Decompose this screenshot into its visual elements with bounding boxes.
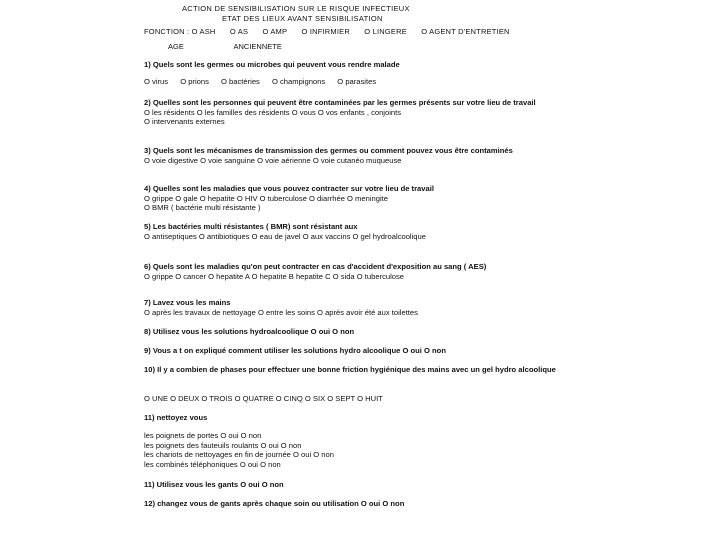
question-12 bbox=[144, 499, 594, 509]
question-11 bbox=[144, 413, 594, 423]
answer-option[interactable]: O parasites bbox=[337, 76, 377, 86]
fonction-option[interactable]: O AS bbox=[229, 27, 249, 36]
answer-option[interactable]: O champignons bbox=[271, 76, 326, 86]
question-6 bbox=[144, 262, 594, 281]
question-text: 3) Quels sont les mécanismes de transmission des germes ou comment pouvez vous être contaminés bbox=[144, 146, 513, 155]
age-label: AGE bbox=[168, 42, 184, 51]
answer-option[interactable]: les poignets des fauteuils roulants O oui O non bbox=[144, 440, 302, 450]
anciennete-label: ANCIENNETE bbox=[233, 42, 282, 51]
header-subtitle: ETAT DES LIEUX AVANT SENSIBILISATION bbox=[222, 14, 383, 23]
answer-options bbox=[144, 77, 594, 87]
answer-option[interactable]: O grippe O gale O hepatite O HIV O tuberculose O diarrhée O meningite bbox=[144, 193, 388, 203]
question-7 bbox=[144, 298, 594, 317]
question-text[interactable]: 9) Vous a t on expliqué comment utiliser les solutions hydro alcoolique O oui O non bbox=[144, 346, 446, 355]
question-text: 2) Quelles sont les personnes qui peuvent être contaminées par les germes présents sur votre lieu de travail bbox=[144, 98, 536, 107]
answer-option[interactable]: O BMR ( bactérie multi résistante ) bbox=[144, 203, 261, 212]
question-4 bbox=[144, 184, 594, 213]
fonction-option[interactable]: O INFIRMIER bbox=[301, 27, 350, 36]
answer-option[interactable]: les combinés téléphoniques O oui O non bbox=[144, 459, 281, 469]
fonction-option[interactable]: O AMP bbox=[262, 27, 288, 36]
answer-option[interactable]: O virus bbox=[144, 76, 169, 86]
answer-option[interactable]: O intervenants externes bbox=[144, 117, 225, 126]
question-9 bbox=[144, 346, 594, 356]
fonction-option[interactable]: O AGENT D'ENTRETIEN bbox=[421, 27, 510, 36]
question-text[interactable]: 12) changez vous de gants après chaque soin ou utilisation O oui O non bbox=[144, 499, 405, 508]
fonction-options bbox=[144, 27, 522, 36]
question-text: 11) nettoyez vous bbox=[144, 413, 208, 422]
answer-option[interactable]: O grippe O cancer O hepatite A O hepatite B hepatite C O sida O tuberculose bbox=[144, 271, 405, 281]
question-10-options bbox=[144, 394, 594, 404]
question-8 bbox=[144, 327, 594, 337]
header-title: ACTION DE SENSIBILISATION SUR LE RISQUE INFECTIEUX bbox=[182, 4, 410, 13]
answer-option[interactable]: O prions bbox=[180, 76, 209, 86]
fonction-option[interactable]: FONCTION : O ASH bbox=[144, 27, 216, 36]
document-header bbox=[182, 4, 410, 24]
answer-option[interactable]: O voie digestive O voie sanguine O voie aérienne O voie cutanéo muqueuse bbox=[144, 155, 402, 165]
question-2 bbox=[144, 98, 594, 127]
question-text: 5) Les bactéries multi résistantes ( BMR) sont résistant aux bbox=[144, 222, 358, 231]
question-text: 7) Lavez vous les mains bbox=[144, 298, 231, 307]
fonction-option[interactable]: O LINGERE bbox=[364, 27, 407, 36]
question-11b bbox=[144, 480, 594, 490]
question-text[interactable]: 11) Utilisez vous les gants O oui O non bbox=[144, 480, 284, 489]
age-row bbox=[168, 42, 330, 51]
answer-option[interactable]: O bactéries bbox=[221, 76, 260, 86]
answer-option[interactable]: O UNE O DEUX O TROIS O QUATRE O CINQ O SIX O SEPT O HUIT bbox=[144, 394, 383, 403]
answer-option[interactable]: les chariots de nettoyages en fin de journée O oui O non bbox=[144, 450, 334, 459]
question-10 bbox=[144, 365, 594, 375]
answer-option[interactable]: O après les travaux de nettoyage O entre les soins O après avoir été aux toilettes bbox=[144, 307, 418, 317]
question-text: 1) Quels sont les germes ou microbes qui peuvent vous rendre malade bbox=[144, 60, 400, 69]
question-text: 4) Quelles sont les maladies que vous pouvez contracter sur votre lieu de travail bbox=[144, 184, 434, 193]
question-11-options bbox=[144, 431, 594, 469]
answer-option[interactable]: les poignets de portes O oui O non bbox=[144, 431, 262, 440]
question-1 bbox=[144, 60, 594, 86]
question-text: 10) Il y a combien de phases pour effectuer une bonne friction hygiénique des mains avec un gel hydro alcoolique bbox=[144, 365, 556, 374]
question-text: 6) Quels sont les maladies qu'on peut contracter en cas d'accident d'exposition au sang ( AES) bbox=[144, 262, 487, 271]
question-3 bbox=[144, 146, 594, 165]
question-5 bbox=[144, 222, 594, 241]
answer-option[interactable]: O antiseptiques O antibiotiques O eau de javel O aux vaccins O gel hydroalcoolique bbox=[144, 231, 426, 241]
answer-option[interactable]: O les résidents O les familles des résidents O vous O vos enfants , conjoints bbox=[144, 107, 402, 117]
question-text[interactable]: 8) Utilisez vous les solutions hydroalcoolique O oui O non bbox=[144, 327, 355, 336]
